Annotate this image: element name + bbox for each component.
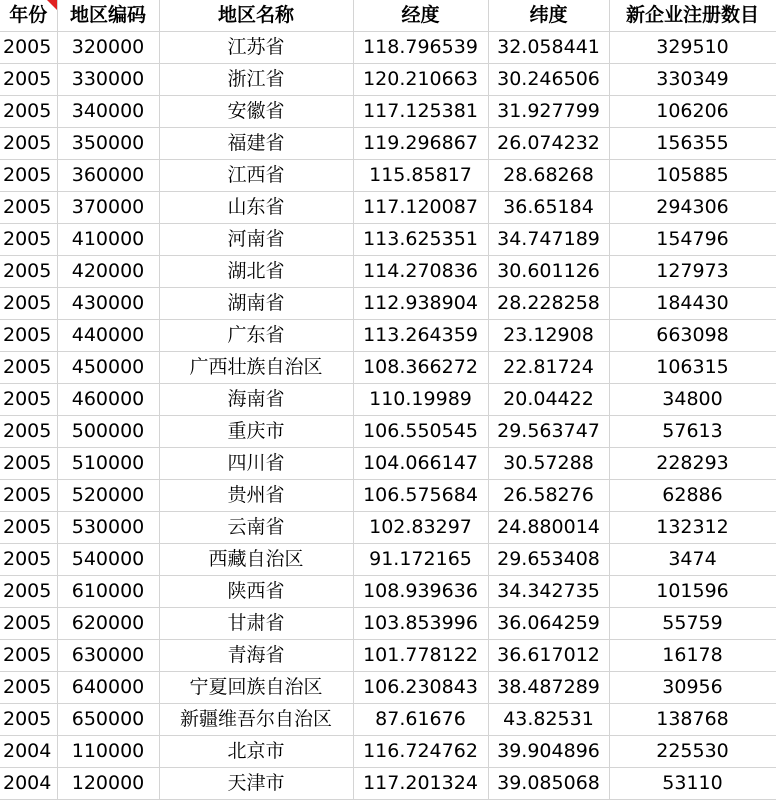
table-row bbox=[0, 480, 776, 512]
table-row bbox=[0, 128, 776, 160]
cell-latitude[interactable]: 29.653408 bbox=[488, 544, 609, 576]
cell-new-enterprise-count[interactable]: 106206 bbox=[609, 96, 776, 128]
cell-longitude[interactable]: 87.61676 bbox=[353, 704, 488, 736]
cell-region-code[interactable]: 360000 bbox=[57, 160, 159, 192]
cell-longitude[interactable]: 116.724762 bbox=[353, 736, 488, 768]
table-row bbox=[0, 416, 776, 448]
cell-longitude[interactable]: 106.575684 bbox=[353, 480, 488, 512]
cell-region-code[interactable]: 440000 bbox=[57, 320, 159, 352]
cell-year[interactable]: 2005 bbox=[0, 32, 57, 64]
cell-region-code[interactable]: 630000 bbox=[57, 640, 159, 672]
cell-year[interactable]: 2005 bbox=[0, 512, 57, 544]
cell-new-enterprise-count[interactable]: 329510 bbox=[609, 32, 776, 64]
cell-longitude[interactable]: 113.625351 bbox=[353, 224, 488, 256]
cell-region-code[interactable]: 330000 bbox=[57, 64, 159, 96]
table-row bbox=[0, 320, 776, 352]
cell-region-code[interactable]: 500000 bbox=[57, 416, 159, 448]
cell-longitude[interactable]: 119.296867 bbox=[353, 128, 488, 160]
cell-region-code[interactable]: 510000 bbox=[57, 448, 159, 480]
cell-latitude[interactable]: 39.085068 bbox=[488, 768, 609, 800]
cell-latitude[interactable]: 30.601126 bbox=[488, 256, 609, 288]
table-body bbox=[0, 32, 776, 800]
cell-year[interactable]: 2005 bbox=[0, 288, 57, 320]
cell-year[interactable]: 2005 bbox=[0, 192, 57, 224]
cell-year[interactable]: 2005 bbox=[0, 256, 57, 288]
cell-latitude[interactable]: 20.04422 bbox=[488, 384, 609, 416]
cell-longitude[interactable]: 106.230843 bbox=[353, 672, 488, 704]
cell-new-enterprise-count[interactable]: 228293 bbox=[609, 448, 776, 480]
cell-new-enterprise-count[interactable]: 225530 bbox=[609, 736, 776, 768]
cell-longitude[interactable]: 114.270836 bbox=[353, 256, 488, 288]
cell-latitude[interactable]: 34.747189 bbox=[488, 224, 609, 256]
cell-region-code[interactable]: 460000 bbox=[57, 384, 159, 416]
cell-region-name[interactable]: 山东省 bbox=[159, 192, 353, 224]
cell-latitude[interactable]: 36.064259 bbox=[488, 608, 609, 640]
cell-region-name[interactable]: 陕西省 bbox=[159, 576, 353, 608]
cell-longitude[interactable]: 112.938904 bbox=[353, 288, 488, 320]
cell-longitude[interactable]: 117.120087 bbox=[353, 192, 488, 224]
cell-year[interactable]: 2005 bbox=[0, 320, 57, 352]
cell-new-enterprise-count[interactable]: 62886 bbox=[609, 480, 776, 512]
cell-region-code[interactable]: 370000 bbox=[57, 192, 159, 224]
cell-region-name[interactable]: 福建省 bbox=[159, 128, 353, 160]
cell-new-enterprise-count[interactable]: 132312 bbox=[609, 512, 776, 544]
cell-region-name[interactable]: 北京市 bbox=[159, 736, 353, 768]
table-row bbox=[0, 512, 776, 544]
cell-region-code[interactable]: 340000 bbox=[57, 96, 159, 128]
comment-indicator-icon[interactable] bbox=[47, 0, 57, 10]
table-row bbox=[0, 384, 776, 416]
cell-region-name[interactable]: 河南省 bbox=[159, 224, 353, 256]
cell-year[interactable]: 2005 bbox=[0, 640, 57, 672]
cell-year[interactable]: 2005 bbox=[0, 64, 57, 96]
cell-new-enterprise-count[interactable]: 16178 bbox=[609, 640, 776, 672]
cell-longitude[interactable]: 108.939636 bbox=[353, 576, 488, 608]
header-label: 年份 bbox=[9, 4, 48, 26]
cell-new-enterprise-count[interactable]: 294306 bbox=[609, 192, 776, 224]
cell-region-name[interactable]: 贵州省 bbox=[159, 480, 353, 512]
table-row bbox=[0, 32, 776, 64]
cell-region-code[interactable]: 640000 bbox=[57, 672, 159, 704]
cell-longitude[interactable]: 91.172165 bbox=[353, 544, 488, 576]
cell-new-enterprise-count[interactable]: 127973 bbox=[609, 256, 776, 288]
cell-latitude[interactable]: 36.617012 bbox=[488, 640, 609, 672]
cell-new-enterprise-count[interactable]: 105885 bbox=[609, 160, 776, 192]
cell-new-enterprise-count[interactable]: 34800 bbox=[609, 384, 776, 416]
cell-latitude[interactable]: 30.246506 bbox=[488, 64, 609, 96]
cell-new-enterprise-count[interactable]: 184430 bbox=[609, 288, 776, 320]
cell-latitude[interactable]: 23.12908 bbox=[488, 320, 609, 352]
cell-region-code[interactable]: 110000 bbox=[57, 736, 159, 768]
cell-new-enterprise-count[interactable]: 154796 bbox=[609, 224, 776, 256]
cell-region-code[interactable]: 450000 bbox=[57, 352, 159, 384]
cell-new-enterprise-count[interactable]: 663098 bbox=[609, 320, 776, 352]
table-row bbox=[0, 672, 776, 704]
cell-latitude[interactable]: 39.904896 bbox=[488, 736, 609, 768]
cell-longitude[interactable]: 117.125381 bbox=[353, 96, 488, 128]
table-row bbox=[0, 544, 776, 576]
header-cell-region-name[interactable]: 地区名称 bbox=[159, 0, 353, 32]
cell-year[interactable]: 2005 bbox=[0, 704, 57, 736]
cell-latitude[interactable]: 36.65184 bbox=[488, 192, 609, 224]
header-cell-latitude[interactable]: 纬度 bbox=[488, 0, 609, 32]
table-row bbox=[0, 224, 776, 256]
cell-new-enterprise-count[interactable]: 3474 bbox=[609, 544, 776, 576]
table-row bbox=[0, 160, 776, 192]
cell-region-code[interactable]: 350000 bbox=[57, 128, 159, 160]
cell-new-enterprise-count[interactable]: 156355 bbox=[609, 128, 776, 160]
cell-region-name[interactable]: 甘肃省 bbox=[159, 608, 353, 640]
cell-year[interactable]: 2005 bbox=[0, 480, 57, 512]
table-row bbox=[0, 576, 776, 608]
table-row bbox=[0, 768, 776, 800]
table-row bbox=[0, 736, 776, 768]
table-row bbox=[0, 192, 776, 224]
cell-longitude[interactable]: 113.264359 bbox=[353, 320, 488, 352]
header-cell-region-code[interactable]: 地区编码 bbox=[57, 0, 159, 32]
table-row bbox=[0, 96, 776, 128]
cell-year[interactable]: 2005 bbox=[0, 544, 57, 576]
cell-new-enterprise-count[interactable]: 330349 bbox=[609, 64, 776, 96]
cell-latitude[interactable]: 34.342735 bbox=[488, 576, 609, 608]
cell-region-name[interactable]: 天津市 bbox=[159, 768, 353, 800]
cell-region-name[interactable]: 江西省 bbox=[159, 160, 353, 192]
cell-longitude[interactable]: 108.366272 bbox=[353, 352, 488, 384]
table-row bbox=[0, 288, 776, 320]
cell-year[interactable]: 2005 bbox=[0, 96, 57, 128]
cell-longitude[interactable]: 106.550545 bbox=[353, 416, 488, 448]
header-cell-longitude[interactable]: 经度 bbox=[353, 0, 488, 32]
cell-latitude[interactable]: 28.68268 bbox=[488, 160, 609, 192]
cell-region-code[interactable]: 610000 bbox=[57, 576, 159, 608]
cell-year[interactable]: 2004 bbox=[0, 768, 57, 800]
cell-region-name[interactable]: 宁夏回族自治区 bbox=[159, 672, 353, 704]
cell-latitude[interactable]: 29.563747 bbox=[488, 416, 609, 448]
cell-region-name[interactable]: 新疆维吾尔自治区 bbox=[159, 704, 353, 736]
cell-latitude[interactable]: 38.487289 bbox=[488, 672, 609, 704]
cell-new-enterprise-count[interactable]: 53110 bbox=[609, 768, 776, 800]
cell-region-name[interactable]: 广西壮族自治区 bbox=[159, 352, 353, 384]
cell-year[interactable]: 2005 bbox=[0, 384, 57, 416]
cell-new-enterprise-count[interactable]: 106315 bbox=[609, 352, 776, 384]
cell-latitude[interactable]: 32.058441 bbox=[488, 32, 609, 64]
table-row bbox=[0, 64, 776, 96]
table-row bbox=[0, 608, 776, 640]
cell-longitude[interactable]: 101.778122 bbox=[353, 640, 488, 672]
cell-year[interactable]: 2005 bbox=[0, 576, 57, 608]
cell-year[interactable]: 2005 bbox=[0, 128, 57, 160]
table-row bbox=[0, 256, 776, 288]
table-row bbox=[0, 640, 776, 672]
cell-region-name[interactable]: 四川省 bbox=[159, 448, 353, 480]
cell-new-enterprise-count[interactable]: 57613 bbox=[609, 416, 776, 448]
table-row bbox=[0, 448, 776, 480]
cell-latitude[interactable]: 43.82531 bbox=[488, 704, 609, 736]
cell-region-code[interactable]: 430000 bbox=[57, 288, 159, 320]
cell-year[interactable]: 2005 bbox=[0, 224, 57, 256]
cell-region-name[interactable]: 西藏自治区 bbox=[159, 544, 353, 576]
cell-new-enterprise-count[interactable]: 101596 bbox=[609, 576, 776, 608]
cell-new-enterprise-count[interactable]: 55759 bbox=[609, 608, 776, 640]
cell-latitude[interactable]: 26.58276 bbox=[488, 480, 609, 512]
cell-region-code[interactable]: 650000 bbox=[57, 704, 159, 736]
cell-longitude[interactable]: 110.19989 bbox=[353, 384, 488, 416]
cell-region-code[interactable]: 540000 bbox=[57, 544, 159, 576]
cell-longitude[interactable]: 118.796539 bbox=[353, 32, 488, 64]
cell-region-code[interactable]: 620000 bbox=[57, 608, 159, 640]
cell-longitude[interactable]: 103.853996 bbox=[353, 608, 488, 640]
cell-region-name[interactable]: 湖南省 bbox=[159, 288, 353, 320]
cell-region-name[interactable]: 云南省 bbox=[159, 512, 353, 544]
table-row bbox=[0, 352, 776, 384]
cell-region-name[interactable]: 安徽省 bbox=[159, 96, 353, 128]
table-row bbox=[0, 704, 776, 736]
cell-region-code[interactable]: 520000 bbox=[57, 480, 159, 512]
cell-region-name[interactable]: 江苏省 bbox=[159, 32, 353, 64]
cell-latitude[interactable]: 26.074232 bbox=[488, 128, 609, 160]
cell-year[interactable]: 2004 bbox=[0, 736, 57, 768]
cell-year[interactable]: 2005 bbox=[0, 672, 57, 704]
cell-latitude[interactable]: 31.927799 bbox=[488, 96, 609, 128]
cell-new-enterprise-count[interactable]: 138768 bbox=[609, 704, 776, 736]
cell-region-code[interactable]: 420000 bbox=[57, 256, 159, 288]
cell-region-code[interactable]: 530000 bbox=[57, 512, 159, 544]
cell-latitude[interactable]: 28.228258 bbox=[488, 288, 609, 320]
cell-longitude[interactable]: 104.066147 bbox=[353, 448, 488, 480]
cell-longitude[interactable]: 115.85817 bbox=[353, 160, 488, 192]
cell-region-name[interactable]: 海南省 bbox=[159, 384, 353, 416]
cell-latitude[interactable]: 30.57288 bbox=[488, 448, 609, 480]
cell-year[interactable]: 2005 bbox=[0, 416, 57, 448]
cell-new-enterprise-count[interactable]: 30956 bbox=[609, 672, 776, 704]
cell-region-name[interactable]: 湖北省 bbox=[159, 256, 353, 288]
cell-region-name[interactable]: 浙江省 bbox=[159, 64, 353, 96]
header-row bbox=[0, 0, 776, 32]
cell-latitude[interactable]: 22.81724 bbox=[488, 352, 609, 384]
header-cell-year[interactable] bbox=[0, 0, 57, 32]
cell-longitude[interactable]: 120.210663 bbox=[353, 64, 488, 96]
cell-region-code[interactable]: 320000 bbox=[57, 32, 159, 64]
cell-longitude[interactable]: 117.201324 bbox=[353, 768, 488, 800]
cell-region-name[interactable]: 重庆市 bbox=[159, 416, 353, 448]
cell-year[interactable]: 2005 bbox=[0, 160, 57, 192]
cell-latitude[interactable]: 24.880014 bbox=[488, 512, 609, 544]
cell-year[interactable]: 2005 bbox=[0, 608, 57, 640]
cell-region-code[interactable]: 410000 bbox=[57, 224, 159, 256]
cell-region-name[interactable]: 广东省 bbox=[159, 320, 353, 352]
cell-region-code[interactable]: 120000 bbox=[57, 768, 159, 800]
cell-region-name[interactable]: 青海省 bbox=[159, 640, 353, 672]
header-cell-new-enterprise-count[interactable]: 新企业注册数目 bbox=[609, 0, 776, 32]
cell-longitude[interactable]: 102.83297 bbox=[353, 512, 488, 544]
cell-year[interactable]: 2005 bbox=[0, 448, 57, 480]
cell-year[interactable]: 2005 bbox=[0, 352, 57, 384]
